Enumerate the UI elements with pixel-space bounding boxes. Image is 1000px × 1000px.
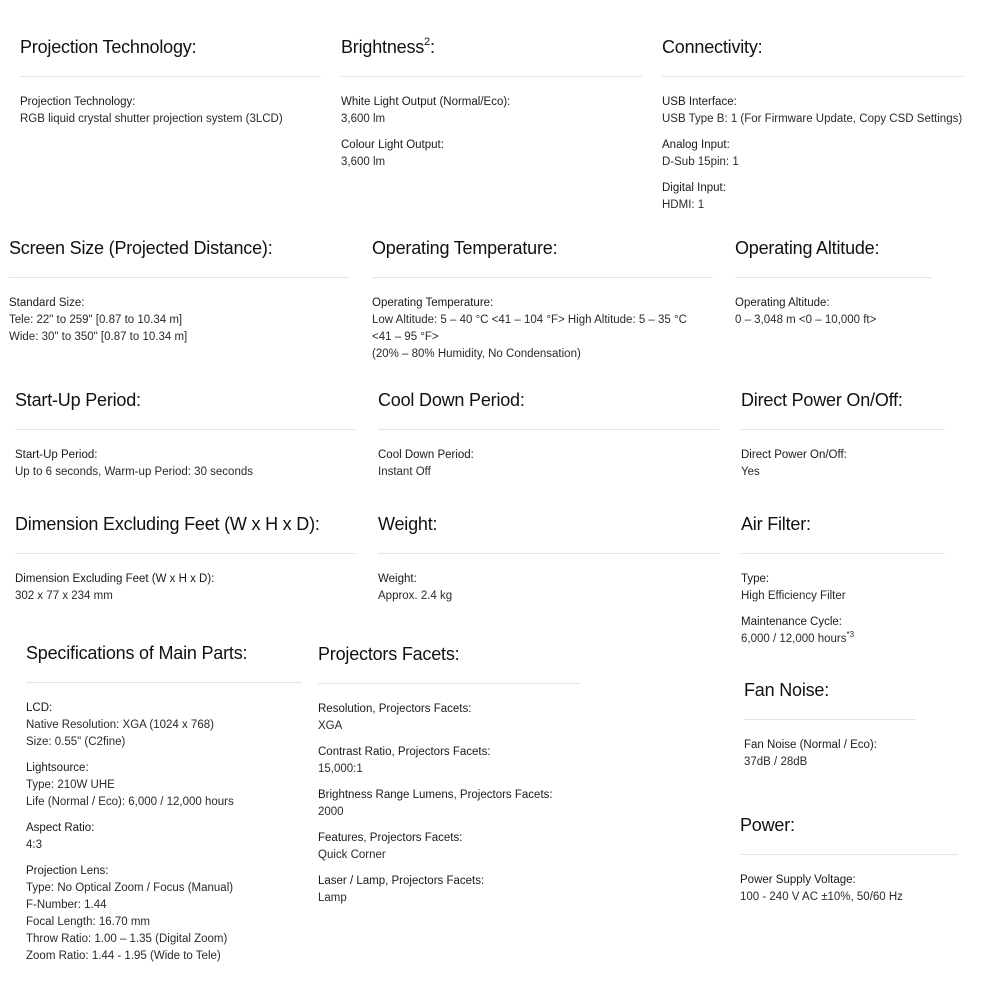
section-title bbox=[9, 237, 349, 259]
section-title-text: Projection Technology: bbox=[20, 37, 197, 57]
section-divider bbox=[15, 429, 355, 430]
spec-value-line bbox=[26, 734, 302, 751]
spec-value-text: 3,600 lm bbox=[341, 113, 386, 125]
spec-value-line bbox=[741, 588, 945, 605]
section-cool-down-period bbox=[378, 389, 719, 490]
section-brightness bbox=[341, 36, 642, 180]
section-divider bbox=[318, 683, 580, 684]
spec-value bbox=[15, 464, 355, 481]
spec-value bbox=[341, 154, 642, 171]
spec-value-text: 2000 bbox=[318, 806, 344, 818]
footnote-marker: 2 bbox=[424, 36, 430, 48]
spec-item bbox=[662, 180, 963, 214]
spec-value-text: RGB liquid crystal shutter projection system (3LCD) bbox=[20, 113, 283, 125]
section-title-text: Start-Up Period: bbox=[15, 390, 141, 410]
spec-value-text: 4:3 bbox=[26, 839, 42, 851]
spec-value-text: Up to 6 seconds, Warm-up Period: 30 seconds bbox=[15, 466, 253, 478]
spec-value-text: 100 - 240 V AC ±10%, 50/60 Hz bbox=[740, 891, 903, 903]
spec-value-line bbox=[26, 931, 302, 948]
spec-value bbox=[318, 761, 580, 778]
spec-item bbox=[341, 94, 642, 128]
section-title bbox=[378, 389, 719, 411]
spec-value-line bbox=[26, 837, 302, 854]
spec-value-line bbox=[744, 754, 916, 771]
spec-label: Analog Input: bbox=[662, 139, 730, 151]
spec-value-text: Throw Ratio: 1.00 – 1.35 (Digital Zoom) bbox=[26, 933, 228, 945]
spec-value-text: D-Sub 15pin: 1 bbox=[662, 156, 739, 168]
spec-value-text: Wide: 30" to 350" [0.87 to 10.34 m] bbox=[9, 331, 188, 343]
spec-value-line bbox=[15, 464, 355, 481]
spec-value bbox=[378, 464, 719, 481]
spec-label: Power Supply Voltage: bbox=[740, 874, 856, 886]
section-title bbox=[740, 814, 958, 836]
section-divider bbox=[341, 76, 642, 77]
spec-value-line bbox=[372, 329, 713, 346]
section-title bbox=[735, 237, 932, 259]
spec-value bbox=[26, 777, 302, 811]
section-title bbox=[20, 36, 321, 58]
spec-value-text: XGA bbox=[318, 720, 343, 732]
spec-label: Projection Lens: bbox=[26, 865, 109, 877]
spec-value-line bbox=[741, 464, 945, 481]
spec-item bbox=[15, 571, 355, 605]
spec-value bbox=[740, 889, 958, 906]
spec-value-text: Quick Corner bbox=[318, 849, 386, 861]
section-title-text: Operating Temperature: bbox=[372, 238, 558, 258]
spec-value-text: 3,600 lm bbox=[341, 156, 386, 168]
spec-label: Features, Projectors Facets: bbox=[318, 832, 463, 844]
section-title bbox=[378, 513, 719, 535]
section-title-text: Cool Down Period: bbox=[378, 390, 525, 410]
section-divider bbox=[378, 553, 719, 554]
section-title-text: Screen Size (Projected Distance): bbox=[9, 238, 273, 258]
spec-label: Cool Down Period: bbox=[378, 449, 474, 461]
spec-label: Fan Noise (Normal / Eco): bbox=[744, 739, 877, 751]
spec-value-line bbox=[741, 631, 945, 648]
section-title-text: Dimension Excluding Feet (W x H x D): bbox=[15, 514, 320, 534]
spec-item bbox=[318, 830, 580, 864]
section-title-text: Specifications of Main Parts: bbox=[26, 643, 248, 663]
spec-value bbox=[26, 837, 302, 854]
spec-value-line bbox=[20, 111, 321, 128]
spec-value-line bbox=[735, 312, 932, 329]
spec-value bbox=[26, 880, 302, 965]
spec-item bbox=[318, 701, 580, 735]
spec-value bbox=[26, 717, 302, 751]
section-divider bbox=[740, 854, 958, 855]
spec-item bbox=[741, 447, 945, 481]
section-divider bbox=[20, 76, 321, 77]
spec-value-line bbox=[26, 897, 302, 914]
section-title-text: Operating Altitude: bbox=[735, 238, 880, 258]
spec-value-line bbox=[662, 154, 963, 171]
spec-value-line bbox=[378, 588, 719, 605]
section-power bbox=[740, 814, 958, 915]
spec-value-text: 37dB / 28dB bbox=[744, 756, 808, 768]
spec-label: Operating Altitude: bbox=[735, 297, 830, 309]
spec-value-text: Instant Off bbox=[378, 466, 431, 478]
section-title-text: Brightness bbox=[341, 37, 425, 57]
section-divider bbox=[15, 553, 355, 554]
spec-value-text: <41 – 95 °F> bbox=[372, 331, 439, 343]
spec-value-text: 6,000 / 12,000 hours bbox=[741, 633, 847, 645]
spec-value bbox=[318, 718, 580, 735]
spec-value-line bbox=[9, 329, 349, 346]
spec-value bbox=[318, 804, 580, 821]
spec-value-line bbox=[662, 111, 963, 128]
spec-item bbox=[735, 295, 932, 329]
section-divider bbox=[735, 277, 932, 278]
spec-item bbox=[662, 94, 963, 128]
spec-value bbox=[318, 890, 580, 907]
section-title bbox=[26, 642, 302, 664]
section-title bbox=[15, 389, 355, 411]
spec-label: Operating Temperature: bbox=[372, 297, 494, 309]
spec-value bbox=[20, 111, 321, 128]
section-title bbox=[662, 36, 963, 58]
spec-value-line bbox=[318, 890, 580, 907]
spec-value-text: HDMI: 1 bbox=[662, 199, 705, 211]
spec-value-line bbox=[341, 154, 642, 171]
spec-label: Maintenance Cycle: bbox=[741, 616, 842, 628]
spec-label: Laser / Lamp, Projectors Facets: bbox=[318, 875, 485, 887]
spec-value-line bbox=[26, 777, 302, 794]
spec-label: LCD: bbox=[26, 702, 53, 714]
section-divider bbox=[26, 682, 302, 683]
spec-item bbox=[26, 863, 302, 965]
spec-item bbox=[341, 137, 642, 171]
section-divider bbox=[744, 719, 916, 720]
spec-value bbox=[662, 154, 963, 171]
spec-label: Lightsource: bbox=[26, 762, 89, 774]
spec-label: Aspect Ratio: bbox=[26, 822, 95, 834]
spec-value bbox=[662, 111, 963, 128]
spec-value bbox=[662, 197, 963, 214]
section-operating-altitude bbox=[735, 237, 932, 338]
spec-item bbox=[378, 571, 719, 605]
section-operating-temperature bbox=[372, 237, 713, 372]
spec-value-text: Tele: 22" to 259" [0.87 to 10.34 m] bbox=[9, 314, 183, 326]
spec-value-line bbox=[9, 312, 349, 329]
section-title bbox=[341, 36, 642, 58]
spec-item bbox=[26, 700, 302, 751]
section-title-text: Fan Noise: bbox=[744, 680, 830, 700]
spec-value-text: USB Type B: 1 (For Firmware Update, Copy CSD Settings) bbox=[662, 113, 963, 125]
spec-label: Standard Size: bbox=[9, 297, 85, 309]
spec-value-text: Lamp bbox=[318, 892, 347, 904]
spec-value-line bbox=[372, 346, 713, 363]
spec-value-text: F-Number: 1.44 bbox=[26, 899, 107, 911]
spec-value-line bbox=[372, 312, 713, 329]
spec-item bbox=[318, 873, 580, 907]
section-main-parts bbox=[26, 642, 302, 974]
spec-item bbox=[20, 94, 321, 128]
spec-value bbox=[735, 312, 932, 329]
section-title bbox=[741, 389, 945, 411]
spec-value-line bbox=[26, 914, 302, 931]
spec-item bbox=[741, 571, 945, 605]
spec-value bbox=[372, 312, 713, 363]
spec-label: Dimension Excluding Feet (W x H x D): bbox=[15, 573, 215, 585]
section-dimension bbox=[15, 513, 355, 614]
spec-value bbox=[741, 464, 945, 481]
section-weight bbox=[378, 513, 719, 614]
spec-value bbox=[9, 312, 349, 346]
section-projection-technology bbox=[20, 36, 321, 137]
spec-value-line bbox=[318, 847, 580, 864]
spec-label: Brightness Range Lumens, Projectors Facets: bbox=[318, 789, 553, 801]
spec-label: Start-Up Period: bbox=[15, 449, 98, 461]
section-direct-power bbox=[741, 389, 945, 490]
spec-value-text: 0 – 3,048 m <0 – 10,000 ft> bbox=[735, 314, 877, 326]
spec-value-line bbox=[318, 761, 580, 778]
spec-item bbox=[662, 137, 963, 171]
spec-label: Weight: bbox=[378, 573, 417, 585]
section-title-suffix: : bbox=[429, 37, 435, 57]
spec-value-line bbox=[318, 804, 580, 821]
section-divider bbox=[378, 429, 719, 430]
spec-item bbox=[744, 737, 916, 771]
spec-value bbox=[744, 754, 916, 771]
spec-item bbox=[15, 447, 355, 481]
spec-value-text: Type: 210W UHE bbox=[26, 779, 115, 791]
section-divider bbox=[662, 76, 963, 77]
section-title-text: Projectors Facets: bbox=[318, 644, 460, 664]
spec-value bbox=[741, 588, 945, 605]
spec-value bbox=[378, 588, 719, 605]
section-divider bbox=[372, 277, 713, 278]
spec-value-line bbox=[341, 111, 642, 128]
spec-item bbox=[740, 872, 958, 906]
spec-label: Resolution, Projectors Facets: bbox=[318, 703, 472, 715]
spec-label: Contrast Ratio, Projectors Facets: bbox=[318, 746, 491, 758]
spec-value-text: High Efficiency Filter bbox=[741, 590, 846, 602]
spec-item bbox=[318, 744, 580, 778]
spec-value-text: Focal Length: 16.70 mm bbox=[26, 916, 151, 928]
spec-label: Direct Power On/Off: bbox=[741, 449, 847, 461]
spec-value-text: Size: 0.55" (C2fine) bbox=[26, 736, 126, 748]
spec-value-line bbox=[378, 464, 719, 481]
section-title-text: Connectivity: bbox=[662, 37, 763, 57]
section-title-text: Air Filter: bbox=[741, 514, 811, 534]
section-screen-size bbox=[9, 237, 349, 355]
section-title bbox=[744, 679, 916, 701]
section-startup-period bbox=[15, 389, 355, 490]
spec-value-line bbox=[26, 948, 302, 965]
section-title-text: Power: bbox=[740, 815, 795, 835]
spec-item bbox=[9, 295, 349, 346]
footnote-marker: *3 bbox=[846, 630, 855, 640]
spec-label: Colour Light Output: bbox=[341, 139, 444, 151]
section-divider bbox=[741, 429, 945, 430]
spec-value-line bbox=[318, 718, 580, 735]
spec-value-text: Zoom Ratio: 1.44 - 1.95 (Wide to Tele) bbox=[26, 950, 221, 962]
spec-value bbox=[15, 588, 355, 605]
spec-item bbox=[26, 760, 302, 811]
section-divider bbox=[741, 553, 945, 554]
spec-value-text: Approx. 2.4 kg bbox=[378, 590, 453, 602]
section-divider bbox=[9, 277, 349, 278]
spec-value bbox=[341, 111, 642, 128]
spec-label: Type: bbox=[741, 573, 770, 585]
spec-value-text: Type: No Optical Zoom / Focus (Manual) bbox=[26, 882, 234, 894]
spec-value-text: (20% – 80% Humidity, No Condensation) bbox=[372, 348, 581, 360]
spec-value-line bbox=[15, 588, 355, 605]
section-title-text: Weight: bbox=[378, 514, 438, 534]
section-title-text: Direct Power On/Off: bbox=[741, 390, 903, 410]
spec-label: Digital Input: bbox=[662, 182, 726, 194]
spec-value-text: Native Resolution: XGA (1024 x 768) bbox=[26, 719, 214, 731]
section-air-filter bbox=[741, 513, 945, 657]
section-fan-noise bbox=[744, 679, 916, 780]
spec-value-line bbox=[740, 889, 958, 906]
section-connectivity bbox=[662, 36, 963, 223]
section-projectors-facets bbox=[318, 643, 580, 916]
section-title bbox=[318, 643, 580, 665]
spec-value-text: 302 x 77 x 234 mm bbox=[15, 590, 113, 602]
spec-value-line bbox=[26, 880, 302, 897]
spec-item bbox=[378, 447, 719, 481]
spec-value-text: Yes bbox=[741, 466, 760, 478]
spec-value-text: 15,000:1 bbox=[318, 763, 363, 775]
spec-item bbox=[372, 295, 713, 363]
spec-value bbox=[741, 631, 945, 648]
spec-value-text: Life (Normal / Eco): 6,000 / 12,000 hours bbox=[26, 796, 234, 808]
spec-item bbox=[26, 820, 302, 854]
spec-value-line bbox=[26, 717, 302, 734]
spec-value-text: Low Altitude: 5 – 40 °C <41 – 104 °F> High Altitude: 5 – 35 °C bbox=[372, 314, 687, 326]
section-title bbox=[15, 513, 355, 535]
spec-label: White Light Output (Normal/Eco): bbox=[341, 96, 511, 108]
spec-item bbox=[318, 787, 580, 821]
spec-value-line bbox=[662, 197, 963, 214]
spec-label: Projection Technology: bbox=[20, 96, 136, 108]
spec-value-line bbox=[26, 794, 302, 811]
spec-value bbox=[318, 847, 580, 864]
spec-item bbox=[741, 614, 945, 648]
spec-label: USB Interface: bbox=[662, 96, 737, 108]
section-title bbox=[741, 513, 945, 535]
section-title bbox=[372, 237, 713, 259]
